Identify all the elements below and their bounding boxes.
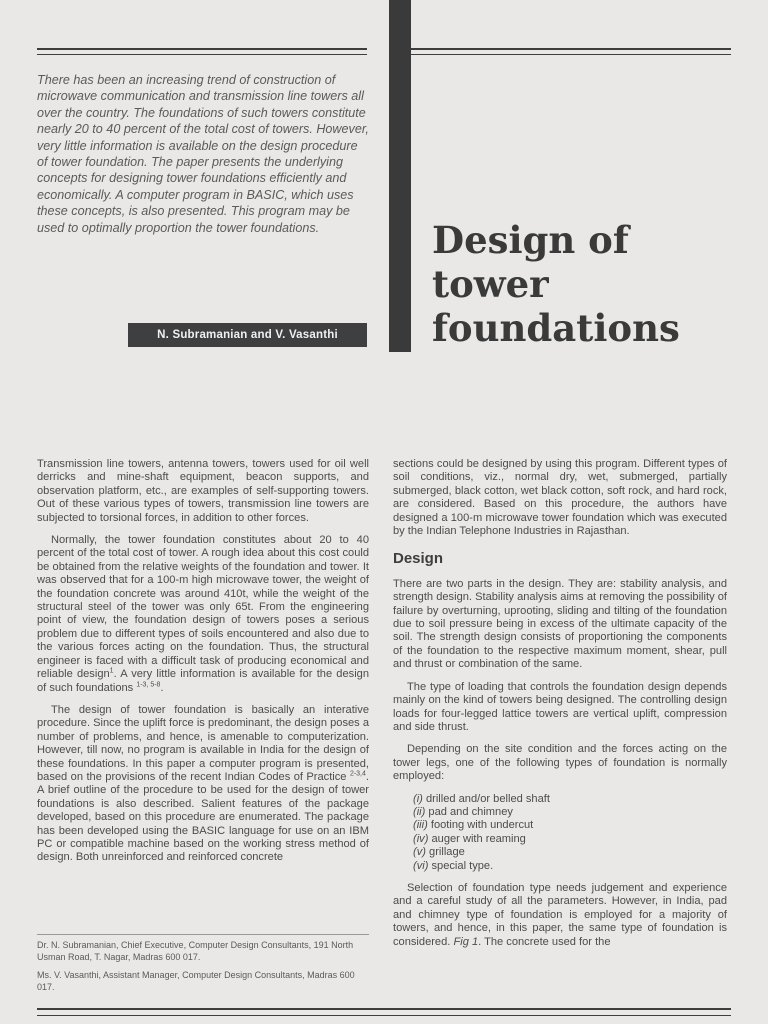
authors-banner: N. Subramanian and V. Vasanthi — [128, 323, 367, 347]
list-item — [413, 819, 727, 832]
list-item — [413, 793, 727, 806]
citation-sup: 1 — [109, 667, 114, 675]
list-number: (iv) — [413, 832, 429, 845]
list-item — [413, 833, 727, 846]
left-paragraph-3 — [37, 704, 369, 865]
left-p3-text: The design of tower foundation is basically an interative procedure. Since the uplift force is predominant, the design poses a number of problems, and hence, is amenable to computerization. However, till now, no program is available in India for the design of these foundations. In this paper a computer program is presented, based on the provisions of the recent Indian Codes of Practice — [37, 703, 369, 783]
list-number: (vi) — [413, 859, 429, 872]
abstract: There has been an increasing trend of construction of microwave communication and transmission line towers all over the country. The foundations of such towers constitute nearly 20 to 40 percent of the total cost of towers. However, very little information is available on the design procedure of tower foundation. The paper presents the underlying concepts for designing tower foundations efficiently and economically. A computer program in BASIC, which uses these concepts, is also presented. This program may be used to optimally proportion the tower foundations. — [37, 73, 369, 235]
title-line-2: tower — [432, 262, 549, 306]
left-p3-rest: . A brief outline of the procedure to be used for the design of tower foundations is also described. Salient features of the package developed, based on this procedure are enumerated. The package has been developed using the BASIC language for use on an IBM PC or compatible machine based on the working stress method of design. Both unreinforced and reinforced concrete — [37, 770, 369, 864]
list-text: footing with undercut — [430, 819, 534, 832]
right-paragraph-3: The type of loading that controls the foundation design depends mainly on the kind of towers being designed. The controlling design loads for four-legged lattice towers are vertical uplift, compression and side thrust. — [393, 680, 727, 733]
footnote-author-2: Ms. V. Vasanthi, Assistant Manager, Computer Design Consultants, Madras 600 017. — [37, 970, 355, 992]
left-p2-mid: . A very little information is available for the design of such foundations — [37, 668, 369, 694]
left-paragraph-1: Transmission line towers, antenna towers, towers used for oil well derricks and mine-shaft equipment, beacon supports, and observation platform, etc., are examples of self-supporting towers. Out of these various types of towers, transmission line towers are subjected to torsional forces, in addition to other forces. — [37, 458, 369, 524]
list-text: pad and chimney — [428, 805, 513, 818]
foundation-types-list — [413, 793, 727, 873]
left-p2-text: Normally, the tower foundation constitutes about 20 to 40 percent of the total cost of tower. A rough idea about this cost could be obtained from the relative weights of the foundation and tower. It was observed that for a 100-m high microwave tower, the weight of the foundation concrete was around 410t, while the weight of the structural steel of the tower was only 65t. From the engineering point of view, the foundation design of towers poses a serious problem due to different types of soils encountered and also due to the various forces acting on the foundation. Thus, the structural engineer is faced with a difficult task of producing economical and reliable design — [37, 534, 369, 681]
list-text: grillage — [429, 846, 465, 859]
title-line-1: Design of — [432, 218, 629, 262]
citation-sup: 2-3,4 — [349, 770, 366, 778]
bottom-rule — [37, 1008, 731, 1016]
list-number: (v) — [413, 846, 426, 859]
top-rule-left — [37, 48, 367, 55]
list-item — [413, 806, 727, 819]
list-text: special type. — [431, 859, 494, 872]
right-column — [393, 458, 727, 958]
list-text: drilled and/or belled shaft — [425, 792, 550, 805]
vertical-bar-divider — [389, 0, 411, 352]
right-p5-text: Selection of foundation type needs judgement and experience and a careful study of all the parameters. However, in India, pad and chimney type of foundation is employed for a majority of towers, and hence, in this paper, the same type of foundation is considered. — [393, 881, 727, 948]
author-footnotes — [37, 934, 369, 999]
right-paragraph-1: sections could be designed by using this program. Different types of soil conditions, viz., normal dry, wet, submerged, partially submerged, black cotton, wet black cotton, soft rock, and hard rock, are considered. Based on this procedure, the authors have designed a 100-m microwave tower foundation which was executed by the Indian Telephone Industries in Rajasthan. — [393, 458, 727, 538]
right-paragraph-2: There are two parts in the design. They are: stability analysis, and strength design. Stability analysis aims at removing the possibility of failure by overturning, uprooting, sliding and tilting of the foundation due to soil pressure being in excess of the ultimate capacity of the soil. The strength design consists of proportioning the components of the foundation to the respective maximum moment, shear, pull and thrust or combination of the same. — [393, 577, 727, 671]
top-rule-right — [411, 48, 731, 55]
footnote-author-1: Dr. N. Subramanian, Chief Executive, Computer Design Consultants, 191 North Usman Road, T. Nagar, Madras 600 017. — [37, 940, 354, 962]
right-paragraph-5 — [393, 882, 727, 949]
list-number: (iii) — [413, 819, 428, 832]
figure-reference: Fig 1 — [453, 935, 479, 948]
list-text: auger with reaming — [431, 832, 526, 845]
article-title — [432, 218, 742, 350]
left-paragraph-2: Normally, the tower foundation constitutes about 20 to 40 percent of the total cost of tower. A rough idea about this cost could be obtained from the relative weights of the foundation and tower. It was observed that for a 100-m high microwave tower, the weight of the foundation concrete was around 410t, while the weight of the structural steel of the tower was only 65t. From the engineering point of view, the foundation design of towers poses a serious problem due to different types of soils encountered and also due to the various forces acting on the foundation. Thus, the structural engineer is faced with a difficult task of producing economical and reliable design$^1$. A very little information is available for the design of such foundations $^{1-3, 5-8}$. — [37, 534, 369, 694]
right-p5-rest: . The concrete used for the — [478, 935, 611, 948]
section-heading-design: Design — [393, 550, 444, 568]
citation-sup: 1-3, 5-8 — [136, 680, 161, 688]
left-column — [37, 458, 369, 874]
list-number: (ii) — [413, 805, 426, 818]
list-item — [413, 860, 727, 873]
right-paragraph-4: Depending on the site condition and the forces acting on the tower legs, one of the following types of foundation is normally employed: — [393, 743, 727, 783]
title-line-3: foundations — [432, 306, 680, 350]
list-item — [413, 846, 727, 859]
list-number: (i) — [413, 792, 423, 805]
